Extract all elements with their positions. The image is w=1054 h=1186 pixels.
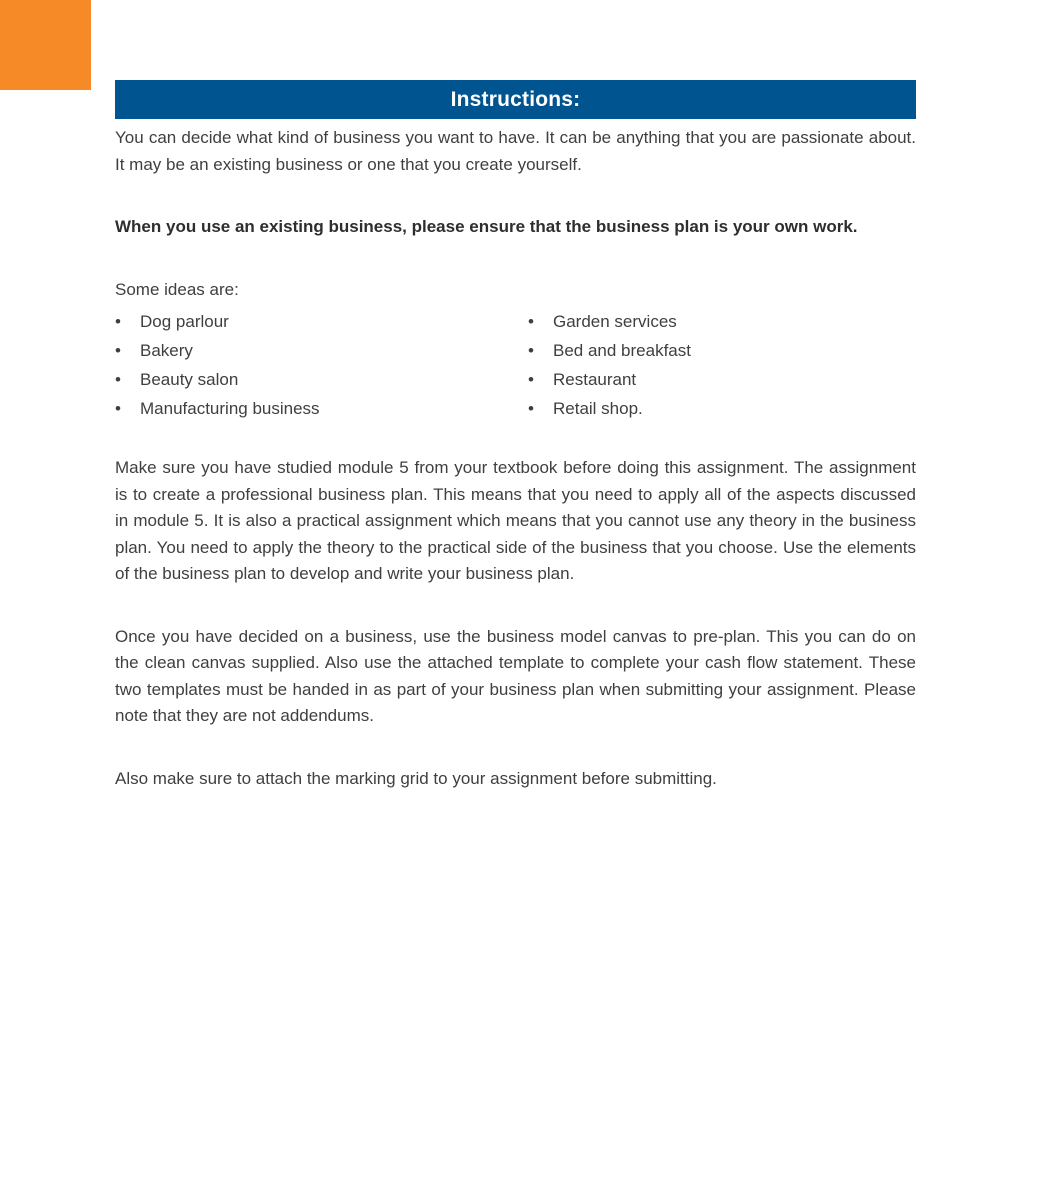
ideas-list xyxy=(115,307,916,423)
intro-paragraph: You can decide what kind of business you want to have. It can be anything that you are passionate about. It may be an existing business or one that you create yourself. xyxy=(115,128,916,174)
bullet-icon: • xyxy=(115,399,121,418)
idea-label: Bakery xyxy=(140,341,193,360)
section-header: Instructions: xyxy=(115,80,916,119)
idea-label: Restaurant xyxy=(553,370,637,389)
list-item xyxy=(528,307,916,336)
ideas-column-right xyxy=(528,307,916,423)
list-item xyxy=(115,336,528,365)
bullet-icon: • xyxy=(115,370,121,389)
list-item xyxy=(528,336,916,365)
module-paragraph: Make sure you have studied module 5 from your textbook before doing this assignment. The assignment is to create a professional business plan. This means that you need to apply all of the aspects discussed in module 5. It is also a practical assignment which means that you cannot use any theory in the business plan. You need to apply the theory to the practical side of the business that you choose. Use the elements of the business plan to develop and write your business plan. xyxy=(115,458,916,583)
idea-label: Bed and breakfast xyxy=(553,341,691,360)
corner-accent-tab xyxy=(0,0,91,90)
idea-label: Retail shop. xyxy=(553,399,643,418)
idea-label: Manufacturing business xyxy=(140,399,320,418)
idea-label: Dog parlour xyxy=(140,312,229,331)
list-item xyxy=(115,307,528,336)
bullet-icon: • xyxy=(528,399,534,418)
bullet-icon: • xyxy=(528,312,534,331)
instructions-section xyxy=(115,80,916,792)
canvas-paragraph: Once you have decided on a business, use the business model canvas to pre-plan. This you can do on the clean canvas supplied. Also use the attached template to complete your cash flow statement. These two templates must be handed in as part of your business plan when submitting your assignment. Please note that they are not addendums. xyxy=(115,626,916,725)
list-item xyxy=(115,365,528,394)
bullet-icon: • xyxy=(115,312,121,331)
list-item xyxy=(528,365,916,394)
ideas-column-left xyxy=(115,307,528,423)
bullet-icon: • xyxy=(528,370,534,389)
list-item xyxy=(528,394,916,423)
notice-paragraph: When you use an existing business, please ensure that the business plan is your own work. xyxy=(115,217,858,236)
bullet-icon: • xyxy=(528,341,534,360)
idea-label: Beauty salon xyxy=(140,370,239,389)
idea-label: Garden services xyxy=(553,312,677,331)
ideas-label: Some ideas are: xyxy=(115,279,239,299)
marking-grid-paragraph: Also make sure to attach the marking grid to your assignment before submitting. xyxy=(115,768,717,788)
list-item xyxy=(115,394,528,423)
bullet-icon: • xyxy=(115,341,121,360)
